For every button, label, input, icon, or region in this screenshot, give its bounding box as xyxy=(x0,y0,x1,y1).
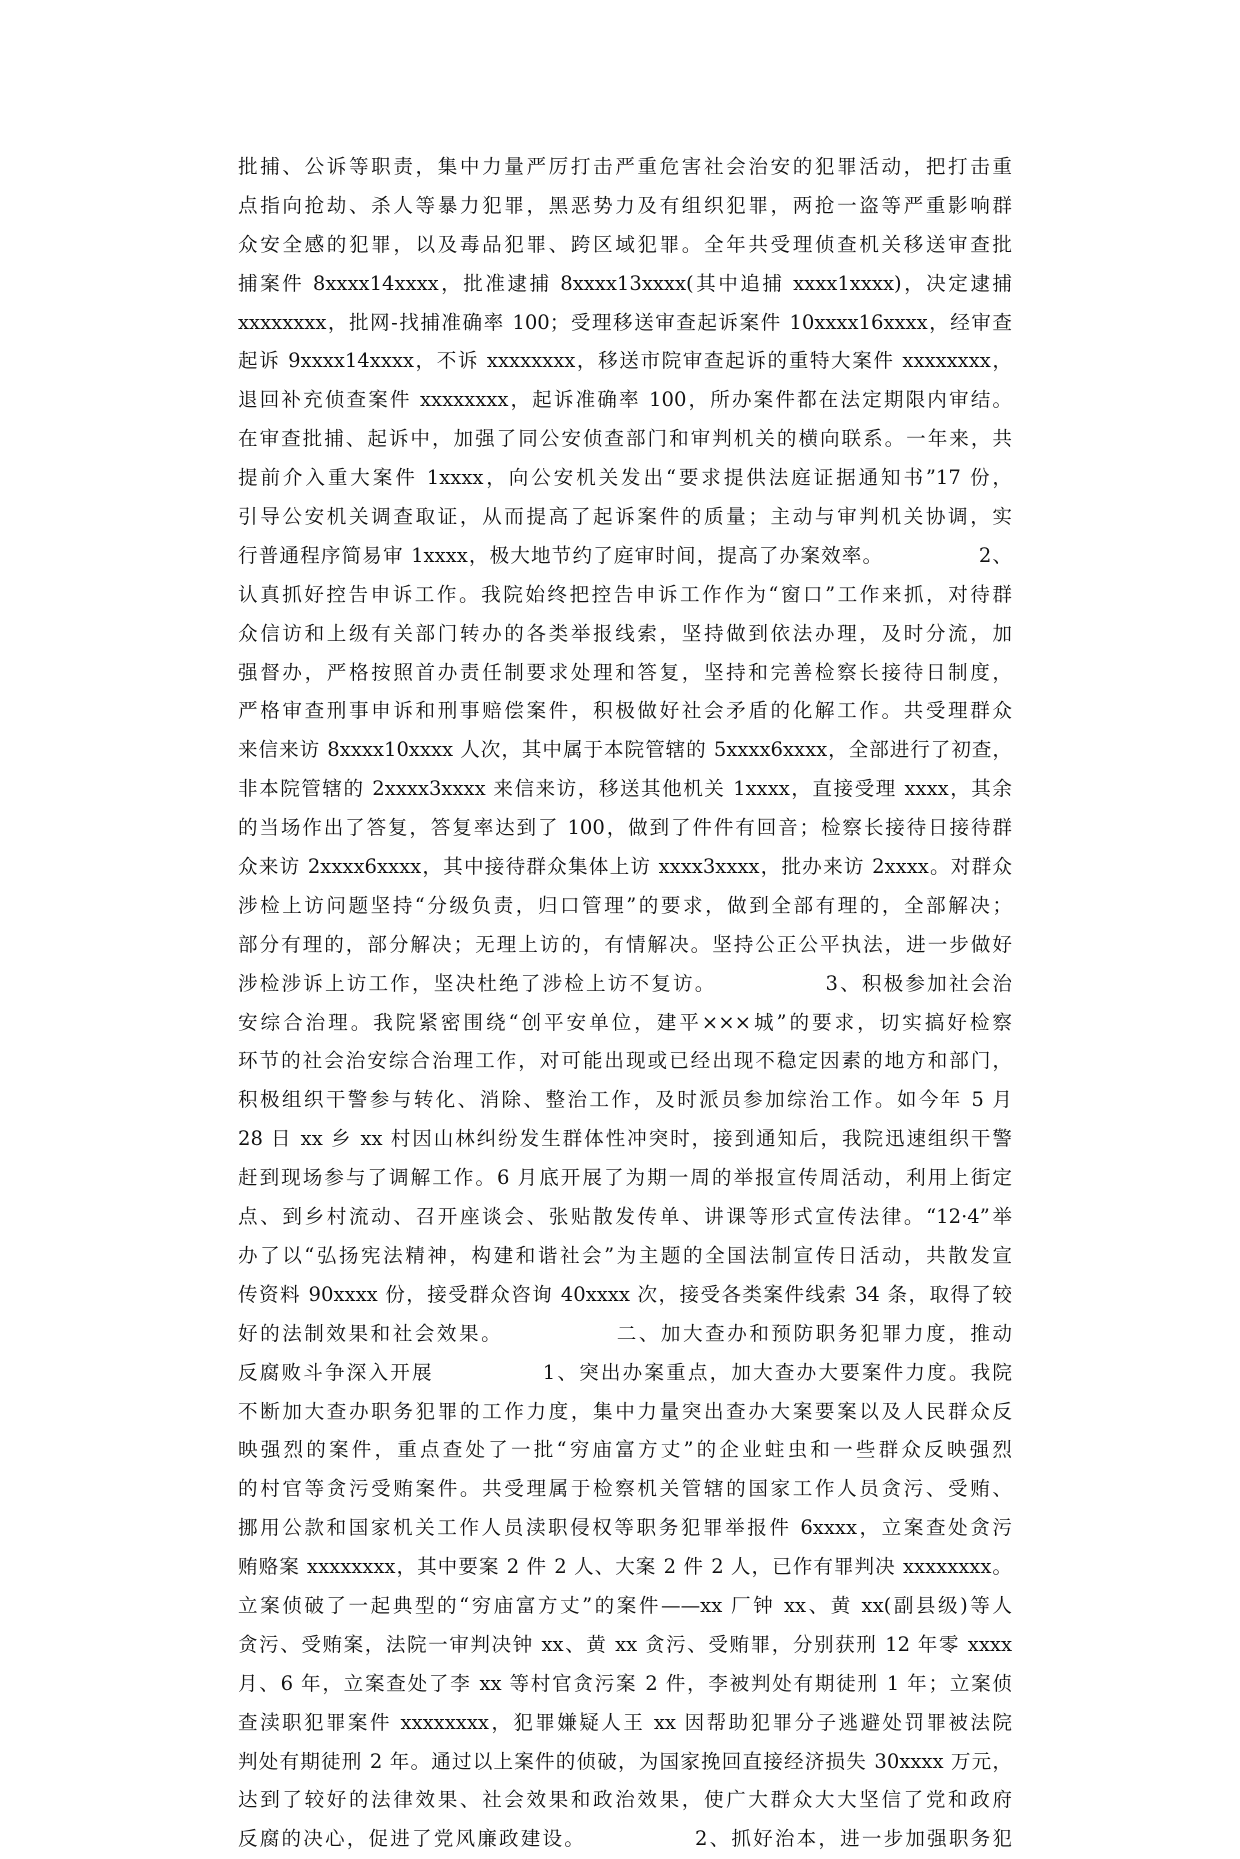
text-line: 不断加大查办职务犯罪的工作力度，集中力量突出查办大案要案以及人民群众反 xyxy=(238,1399,1012,1423)
text-line: 贿赂案 xxxxxxxx，其中要案 2 件 2 人、大案 2 件 2 人，已作有罪判决 xxxxxxxx。 xyxy=(238,1555,1012,1579)
text-line: 在审查批捕、起诉中，加强了同公安侦查部门和审判机关的横向联系。一年来，共 xyxy=(238,427,1012,451)
text-line: 部分有理的，部分解决；无理上访的，有情解决。坚持公正公平执法，进一步做好 xyxy=(238,932,1012,956)
text-line: 传资料 90xxxx 份，接受群众咨询 40xxxx 次，接受各类案件线索 34 条，取得了较 xyxy=(238,1282,1012,1306)
text-line: 安综合治理。我院紧密围绕“创平安单位，建平×××城”的要求，切实搞好检察 xyxy=(238,1010,1012,1034)
text-line: 查渎职犯罪案件 xxxxxxxx，犯罪嫌疑人王 xx 因帮助犯罪分子逃避处罚罪被法院 xyxy=(238,1710,1012,1734)
text-line: 涉检上访问题坚持“分级负责，归口管理”的要求，做到全部有理的，全部解决； xyxy=(238,893,1012,917)
text-line: 挪用公款和国家机关工作人员渎职侵权等职务犯罪举报件 6xxxx，立案查处贪污 xyxy=(238,1516,1012,1540)
text-line: 的村官等贪污受贿案件。共受理属于检察机关管辖的国家工作人员贪污、受贿、 xyxy=(238,1477,1012,1501)
text-line: 非本院管辖的 2xxxx3xxxx 来信来访，移送其他机关 1xxxx，直接受理 xxxx，其余 xyxy=(238,777,1012,801)
text-line: 贪污、受贿案，法院一审判决钟 xx、黄 xx 贪污、受贿罪，分别获刑 12 年零 xxxx xyxy=(238,1632,1012,1656)
text-line: 严格审查刑事申诉和刑事赔偿案件，积极做好社会矛盾的化解工作。共受理群众 xyxy=(238,699,1012,723)
text-line: 众来访 2xxxx6xxxx，其中接待群众集体上访 xxxx3xxxx，批办来访 2xxxx。对群众 xyxy=(238,855,1012,879)
text-line: 涉检涉诉上访工作，坚决杜绝了涉检上访不复访。 3、积极参加社会治 xyxy=(238,971,1012,995)
body-text xyxy=(238,148,1012,1859)
text-line: 来信来访 8xxxx10xxxx 人次，其中属于本院管辖的 5xxxx6xxxx，全部进行了初查， xyxy=(238,738,1012,762)
text-line: 行普通程序简易审 1xxxx，极大地节约了庭审时间，提高了办案效率。 2、 xyxy=(238,543,1012,567)
text-line: 判处有期徒刑 2 年。通过以上案件的侦破，为国家挽回直接经济损失 30xxxx 万元， xyxy=(238,1749,1012,1773)
text-line: 批捕、公诉等职责，集中力量严厉打击严重危害社会治安的犯罪活动，把打击重 xyxy=(238,155,1012,178)
text-line: 捕案件 8xxxx14xxxx，批准逮捕 8xxxx13xxxx(其中追捕 xxxx1xxxx)，决定逮捕 xyxy=(238,271,1012,295)
text-line: 反腐的决心，促进了党风廉政建设。 2、抓好治本，进一步加强职务犯 xyxy=(238,1827,1012,1851)
text-line: 映强烈的案件，重点查处了一批“穷庙富方丈”的企业蛀虫和一些群众反映强烈 xyxy=(238,1438,1012,1462)
text-line: 立案侦破了一起典型的“穷庙富方丈”的案件——xx 厂钟 xx、黄 xx(副县级)等人 xyxy=(238,1593,1012,1617)
text-line: 退回补充侦查案件 xxxxxxxx，起诉准确率 100，所办案件都在法定期限内审结。 xyxy=(238,388,1012,412)
text-line: xxxxxxxx，批网-找捕准确率 100；受理移送审查起诉案件 10xxxx16xxxx，经审查 xyxy=(238,310,1012,334)
text-line: 众信访和上级有关部门转办的各类举报线索，坚持做到依法办理，及时分流，加 xyxy=(238,621,1012,645)
text-line: 赶到现场参与了调解工作。6 月底开展了为期一周的举报宣传周活动，利用上街定 xyxy=(238,1166,1012,1190)
text-line: 众安全感的犯罪，以及毒品犯罪、跨区域犯罪。全年共受理侦查机关移送审查批 xyxy=(238,232,1012,256)
text-line: 的当场作出了答复，答复率达到了 100，做到了件件有回音；检察长接待日接待群 xyxy=(238,816,1012,840)
text-line: 积极组织干警参与转化、消除、整治工作，及时派员参加综治工作。如今年 5 月 xyxy=(238,1088,1012,1112)
text-line: 达到了较好的法律效果、社会效果和政治效果，使广大群众大大坚信了党和政府 xyxy=(238,1788,1012,1812)
text-line: 反腐败斗争深入开展 1、突出办案重点，加大查办大要案件力度。我院 xyxy=(238,1360,1012,1384)
text-line: 月、6 年，立案查处了李 xx 等村官贪污案 2 件，李被判处有期徒刑 1 年；立案侦 xyxy=(238,1671,1012,1695)
text-line: 办了以“弘扬宪法精神，构建和谐社会”为主题的全国法制宣传日活动，共散发宣 xyxy=(238,1243,1012,1267)
text-line: 点、到乡村流动、召开座谈会、张贴散发传单、讲课等形式宣传法律。“12·4”举 xyxy=(238,1205,1012,1229)
text-line: 好的法制效果和社会效果。 二、加大查办和预防职务犯罪力度，推动 xyxy=(238,1321,1012,1345)
text-line: 强督办，严格按照首办责任制要求处理和答复，坚持和完善检察长接待日制度， xyxy=(238,660,1012,684)
text-line: 提前介入重大案件 1xxxx，向公安机关发出“要求提供法庭证据通知书”17 份， xyxy=(238,466,1012,490)
text-line: 环节的社会治安综合治理工作，对可能出现或已经出现不稳定因素的地方和部门， xyxy=(238,1049,1012,1073)
text-line: 认真抓好控告申诉工作。我院始终把控告申诉工作作为“窗口”工作来抓，对待群 xyxy=(238,582,1012,606)
text-line: 28 日 xx 乡 xx 村因山林纠纷发生群体性冲突时，接到通知后，我院迅速组织干警 xyxy=(238,1127,1012,1151)
text-line: 点指向抢劫、杀人等暴力犯罪，黑恶势力及有组织犯罪，两抢一盗等严重影响群 xyxy=(238,193,1012,217)
text-line: 起诉 9xxxx14xxxx，不诉 xxxxxxxx，移送市院审查起诉的重特大案件 xxxxxxxx， xyxy=(238,349,1012,373)
text-line: 引导公安机关调查取证，从而提高了起诉案件的质量；主动与审判机关协调，实 xyxy=(238,505,1012,529)
